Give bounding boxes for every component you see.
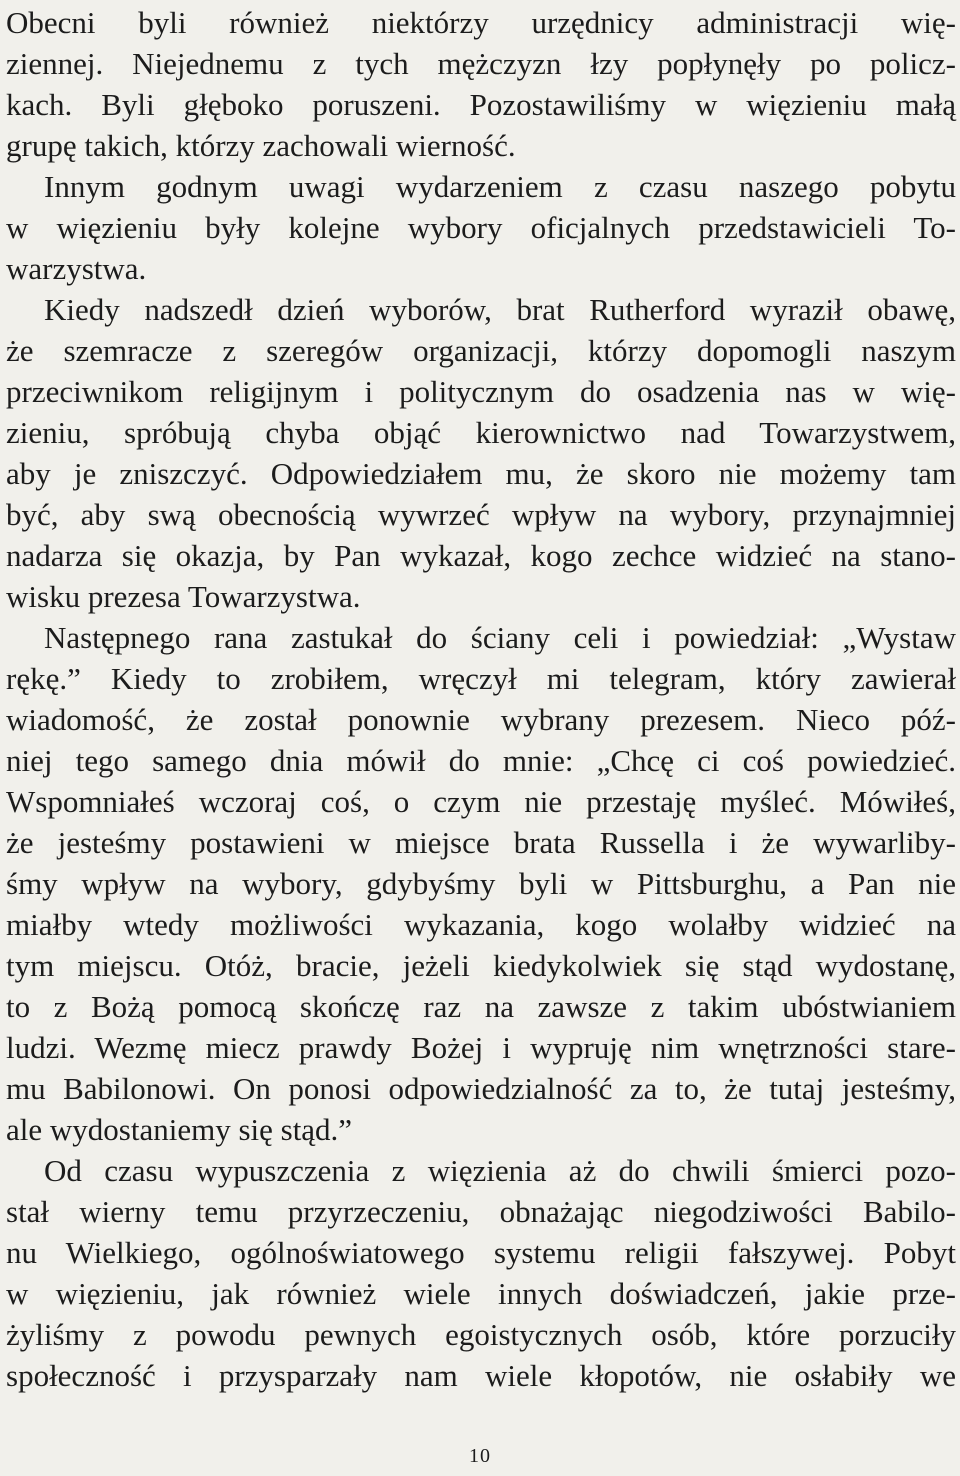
text-line: tym miejscu. Otóż, bracie, jeżeli kiedykolwiek się stąd wydostanę, (6, 948, 956, 983)
text-line: że szemracze z szeregów organizacji, którzy dopomogli naszym (6, 333, 956, 368)
text-line: mu Babilonowi. On ponosi odpowiedzialność za to, że tutaj jesteśmy, (6, 1071, 956, 1106)
text-line: warzystwa. (6, 251, 147, 286)
text-line: śmy wpływ na wybory, gdybyśmy byli w Pittsburghu, a Pan nie (6, 866, 956, 901)
text-line: społeczność i przysparzały nam wiele kłopotów, nie osłabiły we (6, 1358, 956, 1393)
text-line: wiadomość, że został ponownie wybrany prezesem. Nieco póź- (6, 702, 956, 737)
page-number: 10 (469, 1445, 491, 1467)
text-line: Kiedy nadszedł dzień wyborów, brat Rutherford wyraził obawę, (44, 292, 956, 327)
text-line: Następnego rana zastukał do ściany celi i powiedział: „Wystaw (44, 620, 956, 655)
body-text (6, 2, 956, 1396)
text-line: to z Bożą pomocą skończę raz na zawsze z takim ubóstwianiem (6, 989, 956, 1024)
text-line: ludzi. Wezmę miecz prawdy Bożej i wypruję nim wnętrzności stare- (6, 1030, 956, 1065)
text-line: zieniu, spróbują chyba objąć kierownictwo nad Towarzystwem, (6, 415, 956, 450)
text-line: żyliśmy z powodu pewnych egoistycznych osób, które porzuciły (6, 1317, 956, 1352)
text-line: przeciwnikom religijnym i politycznym do osadzenia nas w wię- (6, 374, 956, 409)
text-line: Wspomniałeś wczoraj coś, o czym nie przestaję myśleć. Mówiłeś, (6, 784, 956, 819)
text-line: miałby wtedy możliwości wykazania, kogo wolałby widzieć na (6, 907, 956, 942)
text-line: w więzieniu były kolejne wybory oficjalnych przedstawicieli To- (6, 210, 956, 245)
text-line: ziennej. Niejednemu z tych mężczyzn łzy popłynęły po policz- (6, 46, 956, 81)
text-line: Od czasu wypuszczenia z więzienia aż do chwili śmierci pozo- (44, 1153, 956, 1188)
text-line: niej tego samego dnia mówił do mnie: „Chcę ci coś powiedzieć. (6, 743, 956, 778)
text-line: rękę.” Kiedy to zrobiłem, wręczył mi telegram, który zawierał (6, 661, 956, 696)
text-line: wisku prezesa Towarzystwa. (6, 579, 361, 614)
text-line: być, aby swą obecnością wywrzeć wpływ na wybory, przynajmniej (6, 497, 956, 532)
text-line: nadarza się okazja, by Pan wykazał, kogo zechce widzieć na stano- (6, 538, 956, 573)
text-line: kach. Byli głęboko poruszeni. Pozostawiliśmy w więzieniu małą (6, 87, 956, 122)
text-line: grupę takich, którzy zachowali wierność. (6, 128, 516, 163)
text-line: Innym godnym uwagi wydarzeniem z czasu naszego pobytu (44, 169, 956, 204)
text-line: ale wydostaniemy się stąd.” (6, 1112, 353, 1147)
text-line: w więzieniu, jak również wiele innych doświadczeń, jakie prze- (6, 1276, 956, 1311)
text-line: Obecni byli również niektórzy urzędnicy administracji wię- (6, 5, 956, 40)
text-line: nu Wielkiego, ogólnoświatowego systemu religii fałszywej. Pobyt (6, 1235, 956, 1270)
text-line: że jesteśmy postawieni w miejsce brata Russella i że wywarliby- (6, 825, 956, 860)
text-line: stał wierny temu przyrzeczeniu, obnażając niegodziwości Babilo- (6, 1194, 956, 1229)
text-line: aby je zniszczyć. Odpowiedziałem mu, że skoro nie możemy tam (6, 456, 956, 491)
